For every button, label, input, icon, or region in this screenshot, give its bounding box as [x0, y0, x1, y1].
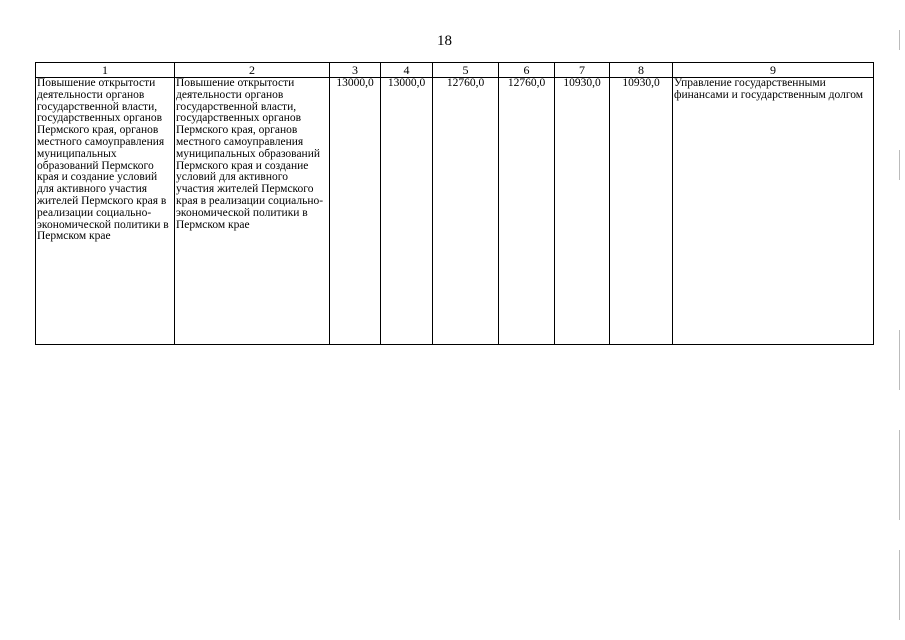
cell-value-6: 12760,0 — [499, 78, 555, 345]
scan-margin-marks — [899, 30, 901, 630]
column-header-9: 9 — [673, 63, 874, 78]
page-number: 18 — [437, 33, 452, 49]
table-row — [36, 78, 874, 345]
column-header-2: 2 — [175, 63, 330, 78]
column-header-1: 1 — [36, 63, 175, 78]
data-table — [35, 62, 874, 345]
column-header-4: 4 — [381, 63, 433, 78]
column-header-3: 3 — [330, 63, 381, 78]
cell-responsible-body: Управление государственными финансами и государственным долгом — [673, 78, 874, 345]
cell-goal-description: Повышение открытости деятельности органов государственной власти, государственных органов Пермского края, органов местного самоуправления муниципальных образований Пермского края и создание условий для активного участия жителей Пермского края в реализации социально-экономической политики в Пермском крае — [36, 78, 175, 345]
cell-value-5: 12760,0 — [433, 78, 499, 345]
cell-value-8: 10930,0 — [610, 78, 673, 345]
column-header-5: 5 — [433, 63, 499, 78]
cell-value-7: 10930,0 — [555, 78, 610, 345]
header-row — [36, 63, 874, 78]
column-header-8: 8 — [610, 63, 673, 78]
cell-value-4: 13000,0 — [381, 78, 433, 345]
column-header-6: 6 — [499, 63, 555, 78]
column-header-7: 7 — [555, 63, 610, 78]
cell-task-description: Повышение открытости деятельности органов государственной власти, государственных органов Пермского края, органов местного самоуправления муниципальных образований Пермского края и создание условий для активного участия жителей Пермского края в реализации социально-экономической политики в Пермском крае — [175, 78, 330, 345]
cell-value-3: 13000,0 — [330, 78, 381, 345]
